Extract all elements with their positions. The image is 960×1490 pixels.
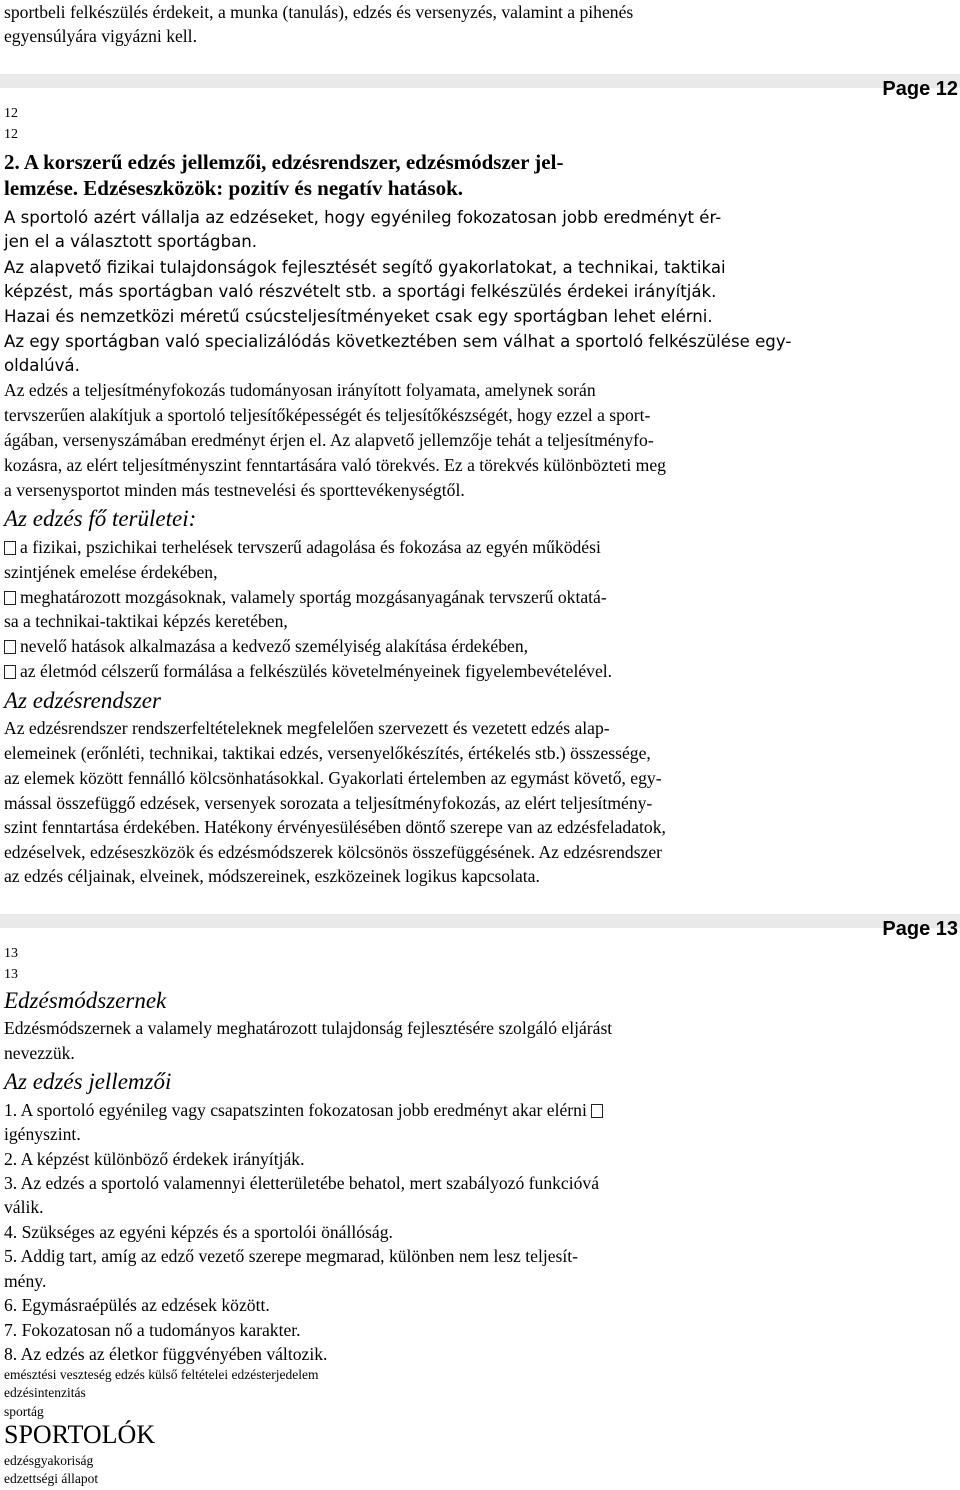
feature-line-7: 5. Addig tart, amíg az edző vezető szerepe megmarad, különben nem lesz teljesít-: [4, 1246, 579, 1266]
features-heading: Az edzés jellemzői: [4, 1069, 172, 1094]
paragraph-line-3: ágában, versenyszámában eredményt érjen el. Az alapvető jellemzője tehát a teljesítményfo-: [4, 430, 654, 450]
system-line-7: az edzés céljainak, elveinek, módszereinek, eszközeinek logikus kapcsolata.: [4, 866, 540, 886]
paragraph-line-4: kozásra, az elért teljesítményszint fenntartására való törekvés. Ez a törekvés különbözteti meg: [4, 455, 666, 475]
box-icon: [591, 1104, 603, 1118]
diagram-label-row-1: emésztési veszteség edzés külső feltételei edzésterjedelem: [4, 1367, 319, 1382]
page-separator-12: [0, 74, 960, 88]
feature-line-5: válik.: [4, 1197, 44, 1217]
diagram-label-row-6: edzettségi állapot: [4, 1471, 99, 1486]
feature-line-10: 7. Fokozatosan nő a tudományos karakter.: [4, 1320, 301, 1340]
bullet-box-icon: [4, 665, 16, 679]
system-line-2: elemeinek (erőnléti, technikai, taktikai edzés, versenyelőkészítés, értékelés stb.) összessége,: [4, 743, 651, 763]
feature-line-4: 3. Az edzés a sportoló valamennyi életterületébe behatol, mert szabályozó funkcióvá: [4, 1173, 600, 1193]
feature-line-3: 2. A képzést különböző érdekek irányítják.: [4, 1149, 305, 1169]
paragraph-line-1: Az edzés a teljesítményfokozás tudományosan irányított folyamata, amelynek során: [4, 380, 596, 400]
paragraph-line-2: tervszerűen alakítjuk a sportoló teljesítőképességét és teljesítőkészségét, hogy ezzel a sport-: [4, 405, 651, 425]
sans-line-4: képzést, más sportágban való részvételt stb. a sportági felkészülés érdekei irányítják.: [4, 282, 717, 301]
feature-line-6: 4. Szükséges az egyéni képzés és a sportolói önállóság.: [4, 1222, 393, 1242]
system-heading: Az edzésrendszer: [4, 688, 161, 713]
page-number-13b: 13: [4, 967, 18, 982]
bullet-box-icon: [4, 591, 16, 605]
intro-line-2: egyensúlyára vigyázni kell.: [4, 26, 197, 46]
page-label-12: Page 12: [882, 78, 958, 100]
system-line-5: szint fenntartása érdekében. Hatékony érvényesülésében döntő szerepe van az edzésfeladatok,: [4, 817, 666, 837]
area-line-4: sa a technikai-taktikai képzés keretében,: [4, 611, 288, 631]
bullet-box-icon: [4, 541, 16, 555]
sans-line-1: A sportoló azért vállalja az edzéseket, hogy egyénileg fokozatosan jobb eredményt ér-: [4, 208, 722, 227]
page-number-12a: 12: [4, 106, 18, 121]
system-line-1: Az edzésrendszer rendszerfeltételeknek megfelelően szervezett és vezetett edzés alap-: [4, 718, 610, 738]
diagram-label-row-5: edzésgyakoriság: [4, 1453, 94, 1468]
area-line-1: a fizikai, pszichikai terhelések tervszerű adagolása és fokozása az egyén működési: [4, 535, 601, 559]
feature-line-11: 8. Az edzés az életkor függvényében változik.: [4, 1344, 328, 1364]
areas-heading: Az edzés fő területei:: [4, 506, 197, 531]
sans-line-7: oldalúvá.: [4, 356, 80, 375]
section-heading-line-1: 2. A korszerű edzés jellemzői, edzésrendszer, edzésmódszer jel-: [4, 150, 564, 174]
bullet-box-icon: [4, 640, 16, 654]
system-line-4: mással összefüggő edzések, versenyek sorozata a teljesítményfokozás, az elért teljesítmény-: [4, 793, 653, 813]
system-line-3: az elemek között fennálló kölcsönhatásokkal. Gyakorlati értelemben az egymást követő, egy-: [4, 768, 662, 788]
diagram-label-sportolok: SPORTOLÓK: [4, 1420, 156, 1449]
page-label-13: Page 13: [882, 918, 958, 940]
page-separator-13: [0, 914, 960, 928]
diagram-label-row-3: sportág: [4, 1404, 44, 1419]
diagram-label-row-2: edzésintenzitás: [4, 1385, 86, 1400]
feature-line-2: igényszint.: [4, 1124, 81, 1144]
methods-line-2: nevezzük.: [4, 1043, 75, 1063]
sans-line-2: jen el a választott sportágban.: [4, 232, 258, 251]
page-number-12b: 12: [4, 127, 18, 142]
section-heading-line-2: lemzése. Edzéseszközök: pozitív és negatív hatások.: [4, 176, 464, 200]
methods-line-1: Edzésmódszernek a valamely meghatározott tulajdonság fejlesztésére szolgáló eljárást: [4, 1018, 613, 1038]
sans-line-3: Az alapvető fizikai tulajdonságok fejlesztését segítő gyakorlatokat, a technikai, taktikai: [4, 258, 726, 277]
area-line-5: nevelő hatások alkalmazása a kedvező személyiség alakítása érdekében,: [4, 634, 528, 658]
page-number-13a: 13: [4, 946, 18, 961]
system-line-6: edzéselvek, edzéseszközök és edzésmódszerek kölcsönös összefüggésének. Az edzésrendszer: [4, 842, 663, 862]
intro-line-1: sportbeli felkészülés érdekeit, a munka (tanulás), edzés és versenyzés, valamint a pihenés: [4, 2, 634, 22]
area-line-6: az életmód célszerű formálása a felkészülés követelményeinek figyelembevételével.: [4, 659, 612, 683]
area-line-3: meghatározott mozgásoknak, valamely sportág mozgásanyagának tervszerű oktatá-: [4, 585, 607, 609]
feature-line-1: 1. A sportoló egyénileg vagy csapatszinten fokozatosan jobb eredményt akar elérni: [4, 1098, 607, 1122]
sans-line-5: Hazai és nemzetközi méretű csúcsteljesítményeket csak egy sportágban lehet elérni.: [4, 307, 713, 326]
paragraph-line-5: a versenysportot minden más testnevelési és sporttevékenységtől.: [4, 480, 465, 500]
area-line-2: szintjének emelése érdekében,: [4, 562, 218, 582]
feature-line-9: 6. Egymásraépülés az edzések között.: [4, 1295, 270, 1315]
methods-heading: Edzésmódszernek: [4, 988, 167, 1013]
feature-line-8: mény.: [4, 1271, 47, 1291]
sans-line-6: Az egy sportágban való specializálódás következtében sem válhat a sportoló felkészülése egy-: [4, 332, 792, 351]
